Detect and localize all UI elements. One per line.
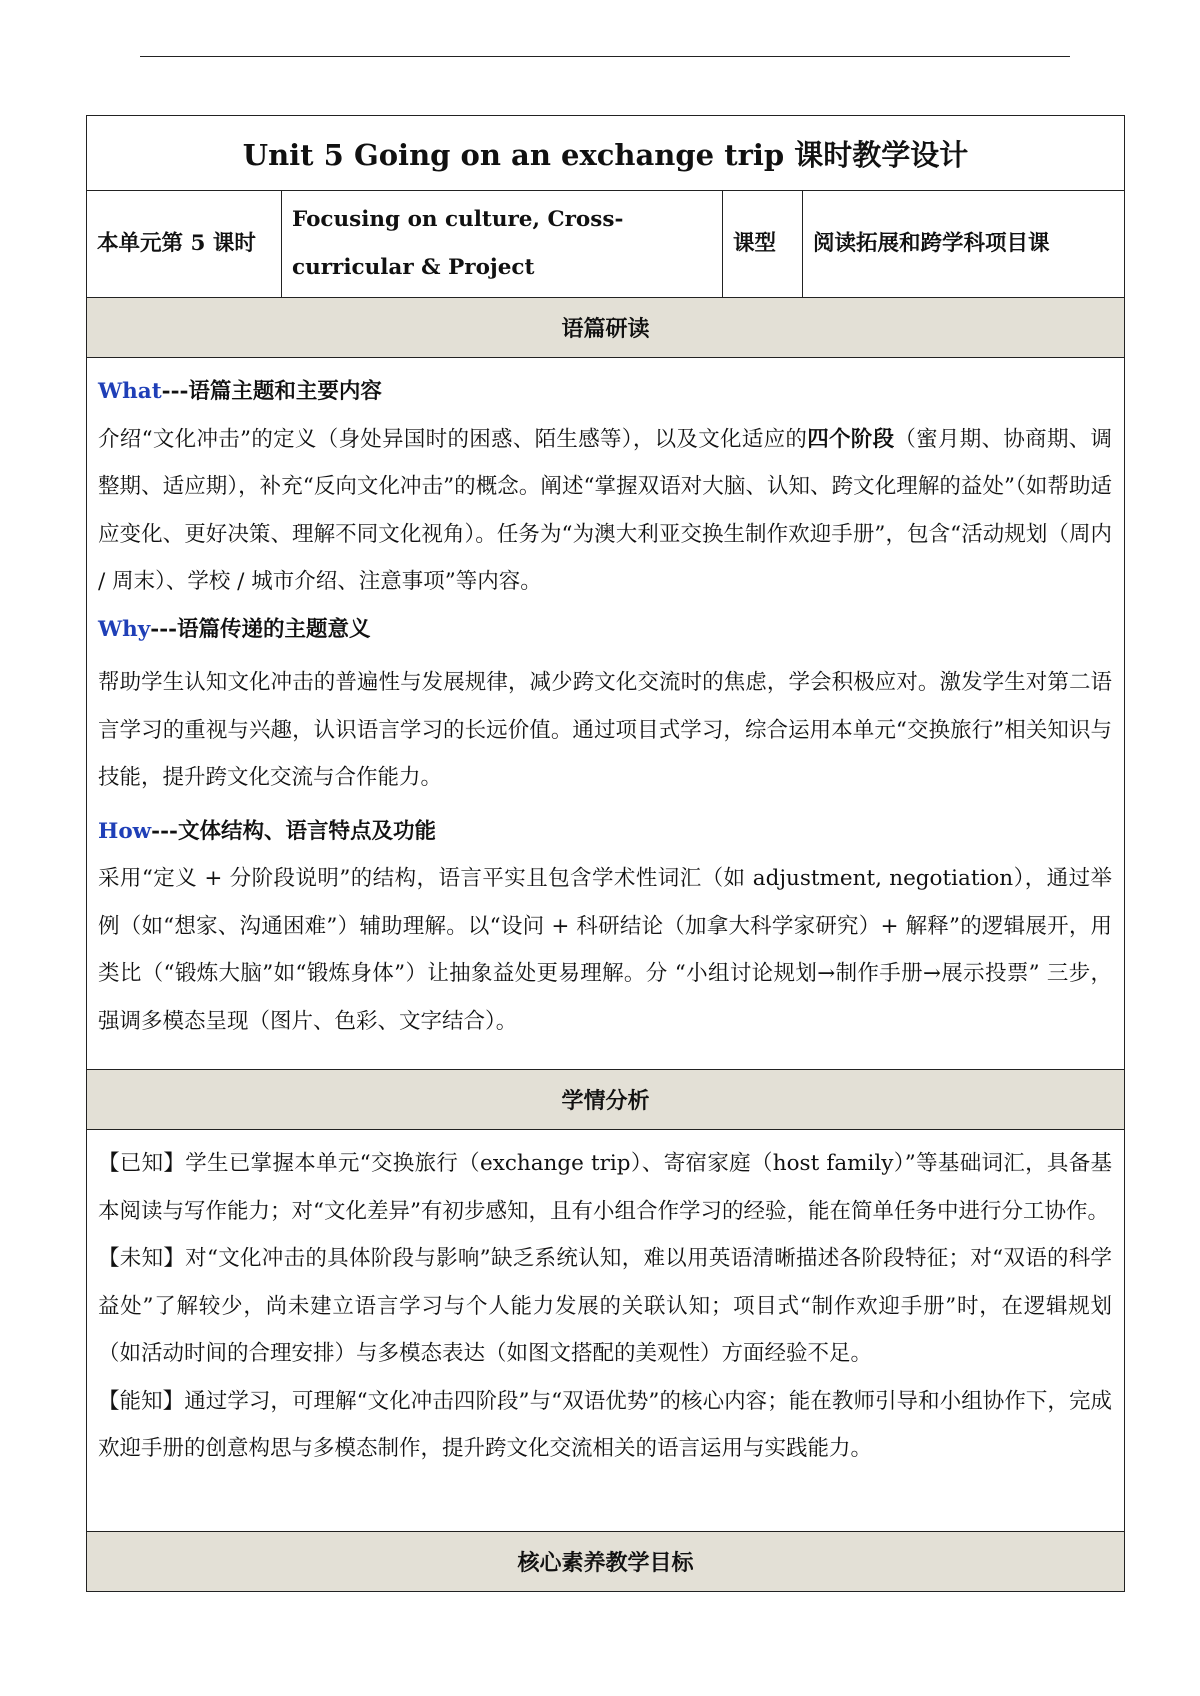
learner-analysis-content <box>87 1130 1125 1532</box>
how-body: 采用“定义 + 分阶段说明”的结构，语言平实且包含学术性词汇（如 adjustment, negotiation），通过举例（如“想家、沟通困难”）辅助理解。以“设问 + 科研结论（加拿大科学家研究）+ 解释”的逻辑展开，用类比（“锻炼大脑”如“锻炼身体”）让抽象益处更易理解。分 “小组讨论规划→制作手册→展示投票” 三步，强调多模态呈现（图片、色彩、文字结合）。 <box>98 866 1113 1034</box>
what-body-part-2: （蜜月期、协商期、调整期、适应期），补充“反向文化冲击”的概念。阐述“掌握双语对大脑、认知、跨文化理解的益处”（如帮助适应变化、更好决策、理解不同文化视角）。任务为“为澳大利亚交换生制作欢迎手册”，包含“活动规划（周内 / 周末）、学校 / 城市介绍、注意事项”等内容。 <box>98 426 1113 594</box>
why-heading <box>98 606 1112 654</box>
how-key: How <box>98 818 152 844</box>
text-study-content <box>87 358 1125 1070</box>
able-paragraph: 【能知】通过学习，可理解“文化冲击四阶段”与“双语优势”的核心内容；能在教师引导和小组协作下，完成欢迎手册的创意构思与多模态制作，提升跨文化交流相关的语言运用与实践能力。 <box>98 1388 1113 1461</box>
text-study-heading: 语篇研读 <box>87 298 1125 358</box>
why-title: ---语篇传递的主题意义 <box>150 616 371 642</box>
period-label: 本单元第 5 课时 <box>87 191 282 298</box>
known-paragraph: 【已知】学生已掌握本单元“交换旅行（exchange trip）、寄宿家庭（host family）”等基础词汇，具备基本阅读与写作能力；对“文化差异”有初步感知，且有小组合作学习的经验，能在简单任务中进行分工协作。 <box>98 1151 1113 1224</box>
what-title: ---语篇主题和主要内容 <box>161 379 382 404</box>
what-heading <box>98 368 1112 416</box>
lesson-type-value: 阅读拓展和跨学科项目课 <box>803 191 1125 298</box>
learner-analysis-heading: 学情分析 <box>87 1070 1125 1130</box>
how-title: ---文体结构、语言特点及功能 <box>151 818 436 844</box>
lesson-type-label: 课型 <box>723 191 803 298</box>
header-rule <box>140 56 1070 57</box>
document-title: Unit 5 Going on an exchange trip 课时教学设计 <box>87 116 1125 191</box>
what-body-emphasis: 四个阶段 <box>807 426 895 452</box>
lesson-design-table <box>86 115 1125 1592</box>
what-body-part-1: 介绍“文化冲击”的定义（身处异国时的困惑、陌生感等），以及文化适应的 <box>98 426 808 452</box>
lesson-name: Focusing on culture, Cross-curricular & Project <box>282 191 723 298</box>
why-key: Why <box>98 616 151 642</box>
how-heading <box>98 808 1112 856</box>
what-key: What <box>98 379 162 404</box>
unknown-paragraph: 【未知】对“文化冲击的具体阶段与影响”缺乏系统认知，难以用英语清晰描述各阶段特征；对“双语的科学益处”了解较少，尚未建立语言学习与个人能力发展的关联认知；项目式“制作欢迎手册”时，在逻辑规划（如活动时间的合理安排）与多模态表达（如图文搭配的美观性）方面经验不足。 <box>98 1246 1113 1366</box>
core-goals-heading: 核心素养教学目标 <box>87 1532 1125 1592</box>
what-body <box>98 416 1112 606</box>
why-body: 帮助学生认知文化冲击的普遍性与发展规律，减少跨文化交流时的焦虑，学会积极应对。激发学生对第二语言学习的重视与兴趣，认识语言学习的长远价值。通过项目式学习，综合运用本单元“交换旅行”相关知识与技能，提升跨文化交流与合作能力。 <box>98 670 1113 790</box>
